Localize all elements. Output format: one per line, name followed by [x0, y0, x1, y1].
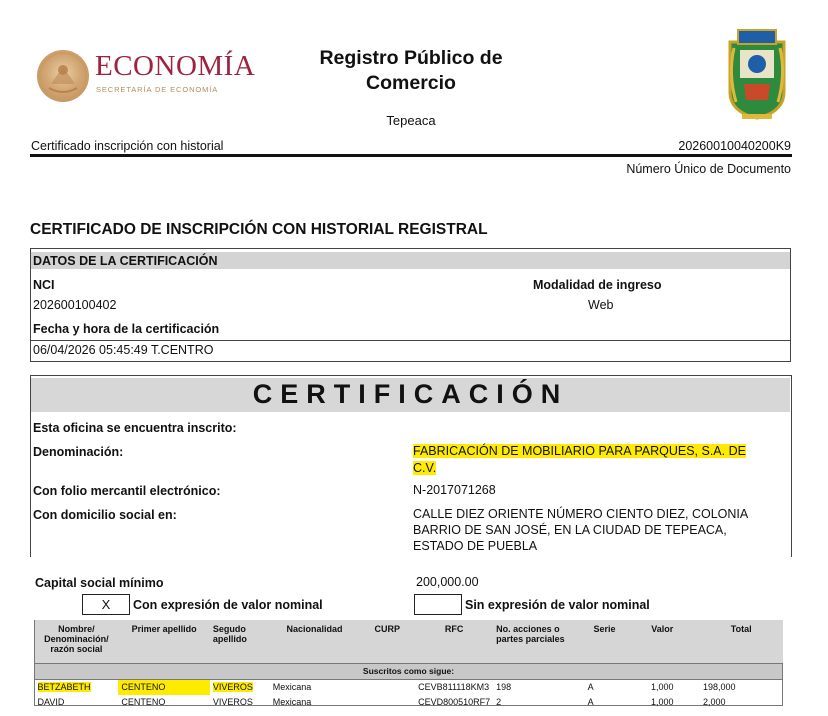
brand-title: ECONOMÍA [95, 50, 256, 82]
datetime-label: Fecha y hora de la certificación [33, 322, 220, 336]
col-value: Valor [624, 620, 699, 664]
with-nominal-label: Con expresión de valor nominal [133, 598, 323, 612]
row-divider [31, 340, 790, 341]
folio-label: Con folio mercantil electrónico: [33, 484, 221, 498]
registry-title-line1: Registro Público de [319, 47, 503, 69]
national-emblem-icon [37, 50, 89, 102]
address-line2: BARRIO DE SAN JOSÉ, EN LA CIUDAD DE TEPEACA, [413, 523, 727, 537]
cell-first-surname: CENTENO [121, 697, 166, 707]
col-shares: No. acciones o partes parciales [493, 620, 584, 664]
cell-name: BETZABETH [37, 682, 91, 692]
subscribers-caption: Suscritos como sigue: [35, 664, 783, 680]
col-curp: CURP [359, 620, 415, 664]
registry-title-line2: Comercio [366, 72, 456, 94]
cell-second-surname: VIVEROS [212, 697, 253, 707]
certification-data-title: DATOS DE LA CERTIFICACIÓN [33, 254, 218, 268]
cell-shares: 198 [496, 682, 512, 692]
document-number-label: Número Único de Documento [626, 162, 791, 176]
cell-first-surname: CENTENO [118, 680, 210, 696]
subscribers-table [34, 620, 783, 710]
cell-curp [359, 680, 415, 696]
cell-second-surname: VIVEROS [212, 682, 253, 692]
denomination-label: Denominación: [33, 445, 124, 459]
modality-value: Web [588, 298, 614, 312]
col-series: Serie [585, 620, 625, 664]
denomination-value [413, 443, 746, 477]
without-nominal-label: Sin expresión de valor nominal [465, 598, 650, 612]
address-label: Con domicilio social en: [33, 508, 177, 522]
nci-label: NCI [33, 278, 55, 292]
col-nationality: Nacionalidad [270, 620, 360, 664]
brand-subtitle: SECRETARÍA DE ECONOMÍA [96, 85, 219, 94]
capital-label: Capital social mínimo [35, 576, 164, 590]
cell-total: 2,000 [702, 697, 726, 707]
cell-value: 1,000 [650, 697, 674, 707]
registry-city: Tepeaca [386, 113, 436, 128]
denomination-line1: FABRICACIÓN DE MOBILIARIO PARA PARQUES, S.A. DE [413, 444, 746, 458]
col-name: Nombre/ Denominación/ razón social [35, 620, 119, 664]
cell-total: 198,000 [702, 682, 736, 692]
cell-rfc: CEVD800510RF7 [418, 697, 491, 707]
col-second-surname: Segudo apellido [210, 620, 270, 664]
page-title: CERTIFICADO DE INSCRIPCIÓN CON HISTORIAL REGISTRAL [30, 221, 488, 238]
cell-shares: 2 [496, 697, 502, 707]
nci-value: 202600100402 [33, 298, 117, 312]
denomination-line2: C.V. [413, 461, 437, 475]
cell-series: A [587, 697, 594, 707]
certificate-type: Certificado inscripción con historial [31, 139, 224, 153]
address-line3: ESTADO DE PUEBLA [413, 539, 538, 553]
with-nominal-checkbox[interactable]: X [82, 594, 130, 615]
state-crest-icon [724, 28, 790, 122]
page-break-gap [0, 557, 828, 567]
document-number: 20260010040200K9 [678, 139, 791, 153]
cell-name: DAVID [37, 697, 65, 707]
cell-series: A [587, 682, 594, 692]
table-row [35, 695, 783, 710]
col-rfc: RFC [415, 620, 493, 664]
modality-label: Modalidad de ingreso [533, 278, 662, 292]
registry-title [300, 46, 522, 96]
col-first-surname: Primer apellido [118, 620, 210, 664]
table-row [35, 680, 783, 696]
certification-banner-text: CERTIFICACIÓN [252, 379, 569, 409]
cell-curp [359, 695, 415, 710]
col-total: Total [700, 620, 783, 664]
address-value [413, 506, 748, 554]
capital-value: 200,000.00 [416, 575, 479, 589]
address-line1: CALLE DIEZ ORIENTE NÚMERO CIENTO DIEZ, COLONIA [413, 507, 749, 521]
cell-nationality: Mexicana [272, 682, 312, 692]
cell-nationality: Mexicana [272, 697, 312, 707]
cell-rfc: CEVB811118KM3 [418, 682, 490, 692]
datetime-value: 06/04/2026 05:45:49 T.CENTRO [33, 343, 214, 357]
header-divider [30, 154, 792, 157]
registry-intro: Esta oficina se encuentra inscrito: [33, 421, 237, 435]
cell-value: 1,000 [650, 682, 674, 692]
folio-value: N-2017071268 [413, 483, 496, 497]
without-nominal-checkbox[interactable] [414, 594, 462, 615]
